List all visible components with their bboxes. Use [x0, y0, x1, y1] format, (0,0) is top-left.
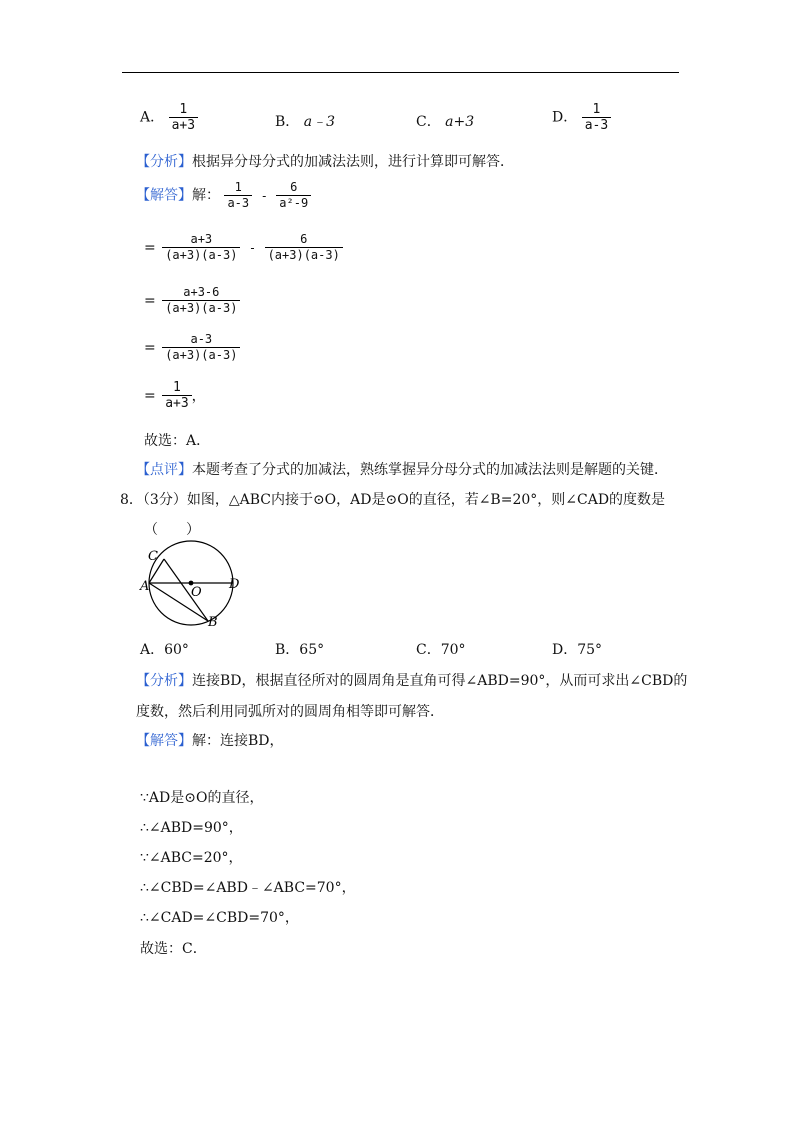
q7-answer-step0 — [136, 180, 311, 211]
q8-analysis-line2: 度数，然后利用同弧所对的圆周角相等即可解答． — [136, 704, 444, 720]
equals-sign: = — [144, 339, 156, 356]
q7-choice: 故选：A． — [144, 433, 211, 449]
fraction-numerator: 6 — [300, 232, 308, 246]
fraction-denominator: a+3 — [169, 117, 198, 133]
option-d — [552, 102, 611, 133]
step1-fraction-2 — [265, 232, 343, 263]
q8-step: ∴∠CBD=∠ABD﹣∠ABC=70°， — [140, 880, 356, 896]
equals-sign: = — [144, 239, 156, 256]
q7-answer-step1 — [144, 232, 343, 263]
fraction-denominator: (a+3)(a-3) — [265, 247, 343, 263]
option-d-fraction — [582, 102, 611, 133]
equals-sign: = — [144, 387, 156, 404]
fraction-denominator: a-3 — [224, 195, 252, 211]
fraction-numerator: 1 — [592, 102, 601, 117]
q8-step: ∴∠CAD=∠CBD=70°， — [140, 910, 299, 926]
q8-answer-intro — [136, 730, 284, 750]
option-c-label: C． — [416, 114, 441, 130]
q7-analysis — [136, 151, 514, 171]
analysis-tag: 【分析】 — [136, 154, 192, 170]
circle-figure — [136, 540, 246, 632]
review-text: 本题考查了分式的加减法，熟练掌握异分母分式的加减法法则是解题的关键． — [192, 462, 668, 478]
label-a: A — [140, 579, 150, 594]
answer-tag: 【解答】 — [136, 733, 192, 749]
fraction-numerator: 6 — [290, 180, 298, 194]
fraction-denominator: (a+3)(a-3) — [162, 300, 240, 316]
q8-option-a: A．60° — [140, 642, 189, 658]
q8-step: ∵AD是⊙O的直径， — [140, 790, 264, 806]
answer-intro-text: 解：连接BD， — [192, 733, 284, 749]
option-d-label: D． — [552, 109, 578, 126]
step0-fraction-1 — [224, 180, 252, 211]
answer-tag: 【解答】 — [136, 187, 192, 204]
fraction-numerator: a-3 — [190, 332, 213, 346]
analysis-text: 连接BD，根据直径所对的圆周角是直角可得∠ABD=90°，从而可求出∠CBD的 — [192, 673, 688, 689]
comma: ， — [191, 388, 206, 405]
analysis-text: 根据异分母分式的加减法法则，进行计算即可解答． — [192, 154, 514, 170]
label-o: O — [191, 585, 202, 600]
label-c: C — [148, 549, 158, 564]
minus-sign: - — [260, 188, 268, 203]
fraction-denominator: (a+3)(a-3) — [162, 347, 240, 363]
header-rule — [122, 72, 679, 73]
fraction-numerator: 1 — [179, 102, 188, 117]
option-a-fraction — [169, 102, 198, 133]
q8-option-c: C．70° — [416, 642, 466, 658]
step0-fraction-2 — [276, 180, 311, 211]
fraction-numerator: 1 — [173, 380, 181, 395]
answer-intro: 解： — [192, 187, 220, 204]
step1-fraction-1 — [162, 232, 240, 263]
step4-fraction — [162, 380, 191, 411]
q8-step: ∵∠ABC=20°， — [140, 850, 243, 866]
fraction-numerator: a+3-6 — [183, 285, 220, 299]
option-b-label: B． — [275, 114, 300, 130]
option-a-label: A． — [140, 109, 165, 126]
q7-answer-step2 — [144, 285, 240, 316]
q8-analysis-line1 — [136, 670, 687, 690]
fraction-denominator: a+3 — [162, 395, 191, 411]
analysis-tag: 【分析】 — [136, 673, 192, 689]
option-c — [416, 111, 474, 131]
label-b: B — [208, 615, 218, 630]
fraction-denominator: a-3 — [582, 117, 611, 133]
option-a — [140, 102, 198, 133]
q8-stem-line2: （ ） — [144, 522, 200, 538]
option-c-text: a+3 — [445, 114, 475, 130]
q8-option-d: D．75° — [552, 642, 603, 658]
fraction-denominator: a²-9 — [276, 195, 311, 211]
label-d: D — [229, 577, 240, 592]
step2-fraction — [162, 285, 240, 316]
q8-step: ∴∠ABD=90°， — [140, 820, 243, 836]
fraction-numerator: 1 — [234, 180, 242, 194]
minus-sign: - — [248, 240, 257, 255]
step3-fraction — [162, 332, 240, 363]
review-tag: 【点评】 — [136, 462, 192, 478]
q7-answer-step3 — [144, 332, 240, 363]
q8-choice: 故选：C． — [140, 941, 207, 957]
option-b — [275, 111, 335, 131]
q7-review — [136, 459, 668, 479]
fraction-denominator: (a+3)(a-3) — [162, 247, 240, 263]
q7-answer-step4 — [144, 380, 206, 411]
q8-option-b: B．65° — [275, 642, 325, 658]
q8-stem-line1: 8．（3分）如图，△ABC内接于⊙O，AD是⊙O的直径，若∠B=20°，则∠CAD的度数是 — [120, 492, 666, 508]
option-b-text: a﹣3 — [303, 114, 336, 130]
equals-sign: = — [144, 292, 156, 309]
fraction-numerator: a+3 — [190, 232, 213, 246]
